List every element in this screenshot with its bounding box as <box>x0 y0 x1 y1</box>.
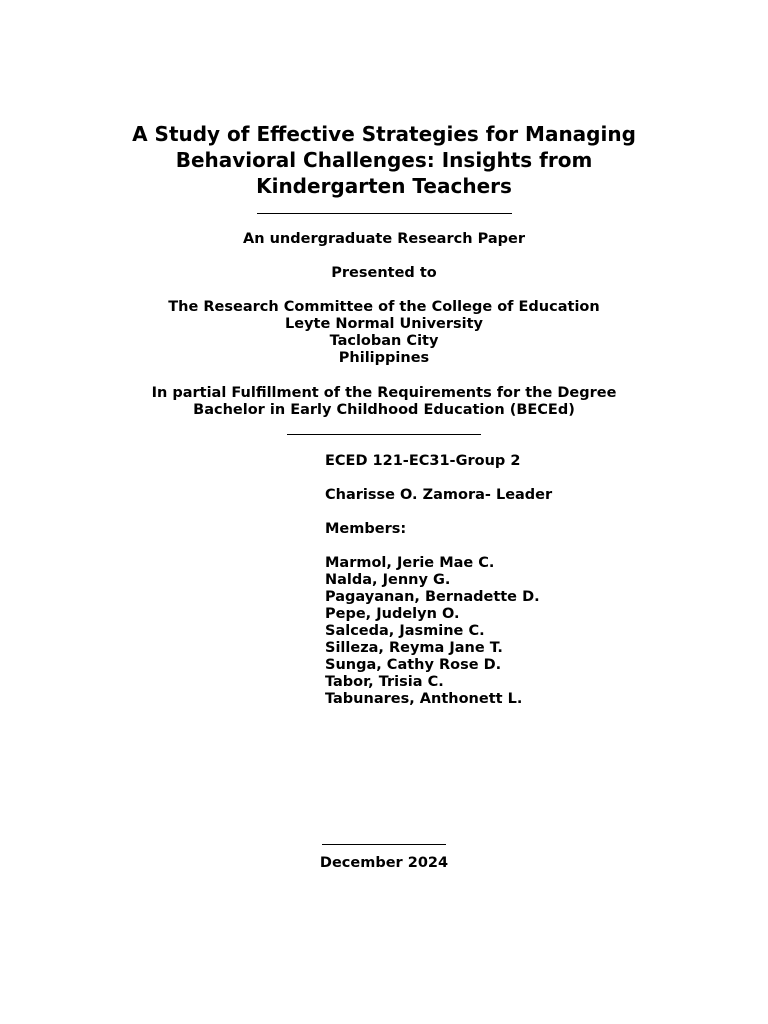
group-name <box>325 453 725 470</box>
fulfillment-line: Bachelor in Early Childhood Education (BECEd) <box>193 402 575 418</box>
institution-line: Philippines <box>338 350 430 366</box>
fulfillment-block <box>84 385 684 419</box>
date-divider <box>322 844 446 845</box>
list-item: Pagayanan, Bernadette D. <box>325 589 540 605</box>
group-leader-text: Charisse O. Zamora- Leader <box>325 487 553 503</box>
institution-line: The Research Committee of the College of Education <box>168 299 600 315</box>
list-item: Silleza, Reyma Jane T. <box>325 640 503 656</box>
list-item: Sunga, Cathy Rose D. <box>325 657 502 673</box>
list-item: Marmol, Jerie Mae C. <box>325 555 495 571</box>
list-item: Tabor, Trisia C. <box>325 674 444 690</box>
group-leader <box>325 487 725 504</box>
submission-date-text: December 2024 <box>319 855 449 871</box>
list-item: Salceda, Jasmine C. <box>325 623 485 639</box>
fulfillment-line: In partial Fulfillment of the Requirements for the Degree <box>151 385 617 401</box>
title-line: Kindergarten Teachers <box>256 174 512 198</box>
paper-title <box>84 121 684 199</box>
submission-date <box>84 855 684 872</box>
title-divider <box>257 213 512 214</box>
list-item: Pepe, Judelyn O. <box>325 606 460 622</box>
paper-type <box>84 231 684 248</box>
members-heading <box>325 521 725 538</box>
paper-type-text: An undergraduate Research Paper <box>243 231 525 247</box>
members-heading-text: Members: <box>325 521 407 537</box>
presented-to <box>84 265 684 282</box>
list-item: Nalda, Jenny G. <box>325 572 451 588</box>
list-item: Tabunares, Anthonett L. <box>325 691 523 707</box>
presented-to-text: Presented to <box>331 265 437 281</box>
title-line: Behavioral Challenges: Insights from <box>175 148 593 172</box>
members-list <box>325 555 725 708</box>
institution-block <box>84 299 684 367</box>
group-name-text: ECED 121-EC31-Group 2 <box>325 453 521 469</box>
institution-line: Leyte Normal University <box>285 316 483 332</box>
fulfillment-divider <box>287 434 481 435</box>
institution-line: Tacloban City <box>329 333 439 349</box>
title-line: A Study of Effective Strategies for Managing <box>132 122 636 146</box>
